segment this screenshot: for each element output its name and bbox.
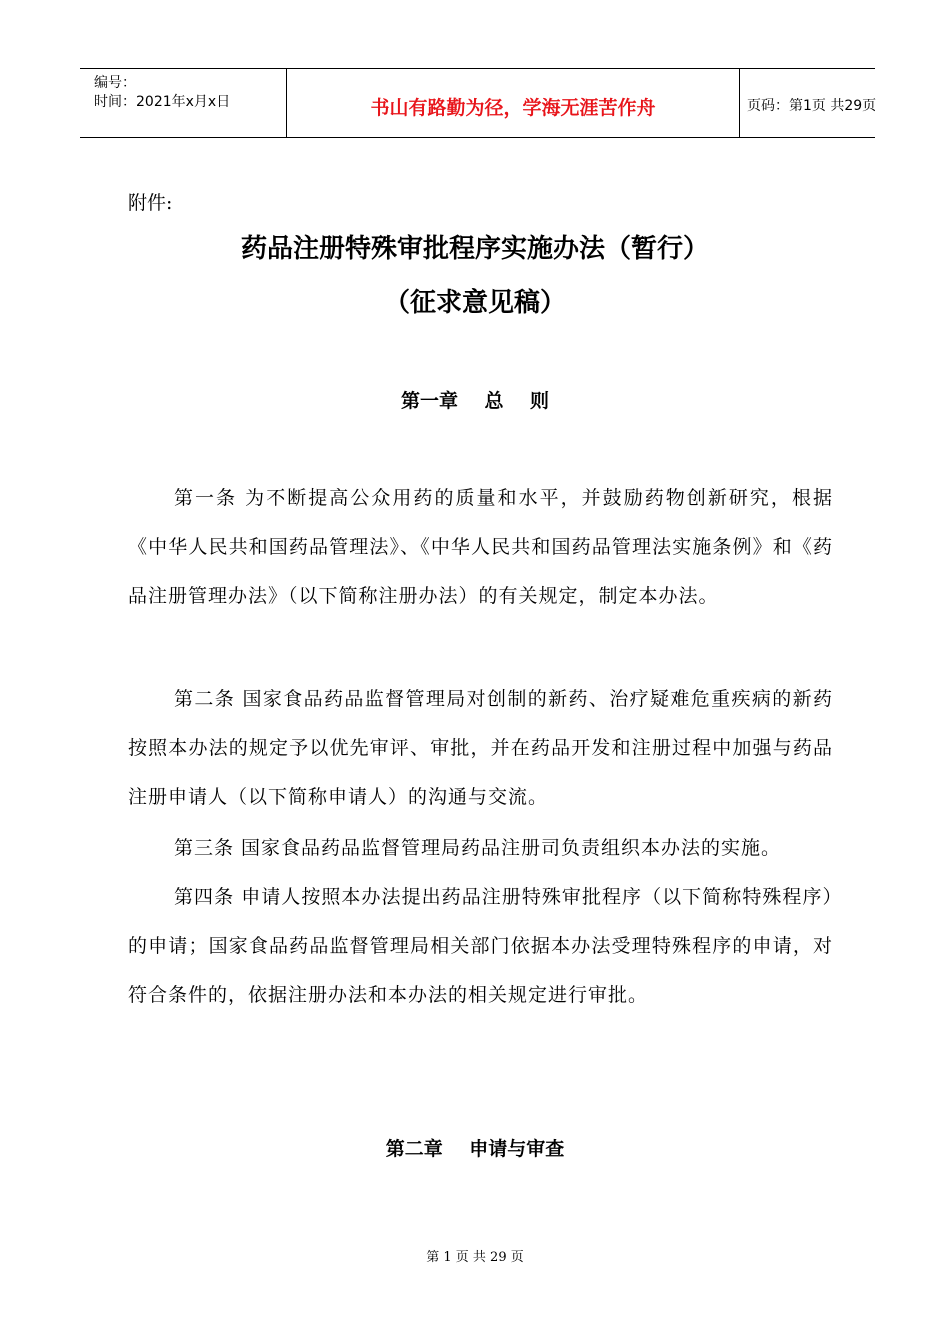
page-info: 页码：第1页 共29页 — [747, 98, 877, 114]
article-paragraph: 第四条 申请人按照本办法提出药品注册特殊审批程序（以下简称特殊程序）的申请；国家食品药品监督管理局相关部门依据本办法受理特殊程序的申请，对符合条件的，依据注册办法和本办法的相关规定进行审批。 — [128, 886, 833, 1006]
article-paragraph: 第三条 国家食品药品监督管理局药品注册司负责组织本办法的实施。 — [174, 837, 782, 859]
motto-text: 书山有路勤为径，学海无涯苦作舟 — [370, 97, 656, 119]
date-text: 时间：2021年x月x日 — [94, 94, 231, 110]
header-right-cell — [739, 69, 875, 137]
chapter-heading: 第一章 总 则 — [401, 390, 549, 412]
article-paragraph: 第一条 为不断提高公众用药的质量和水平，并鼓励药物创新研究，根据《中华人民共和国药品管理法》、《中华人民共和国药品管理法实施条例》和《药品注册管理办法》（以下简称注册办法）的有关规定，制定本办法。 — [128, 487, 833, 607]
attachment-label: 附件: — [128, 192, 173, 214]
header-left-cell — [80, 69, 286, 137]
document-title: 药品注册特殊审批程序实施办法（暂行） — [240, 234, 709, 264]
header-middle-cell — [286, 69, 740, 137]
article-paragraph: 第二条 国家食品药品监督管理局对创制的新药、治疗疑难危重疾病的新药按照本办法的规定予以优先审评、审批，并在药品开发和注册过程中加强与药品注册申请人（以下简称申请人）的沟通与交流。 — [128, 688, 833, 808]
number-label: 编号： — [94, 75, 136, 91]
header-table — [80, 68, 875, 138]
page-footer: 第 1 页 共 29 页 — [426, 1250, 524, 1265]
chapter-heading: 第二章 申请与审查 — [385, 1138, 565, 1160]
document-subtitle: （征求意见稿） — [383, 288, 566, 318]
